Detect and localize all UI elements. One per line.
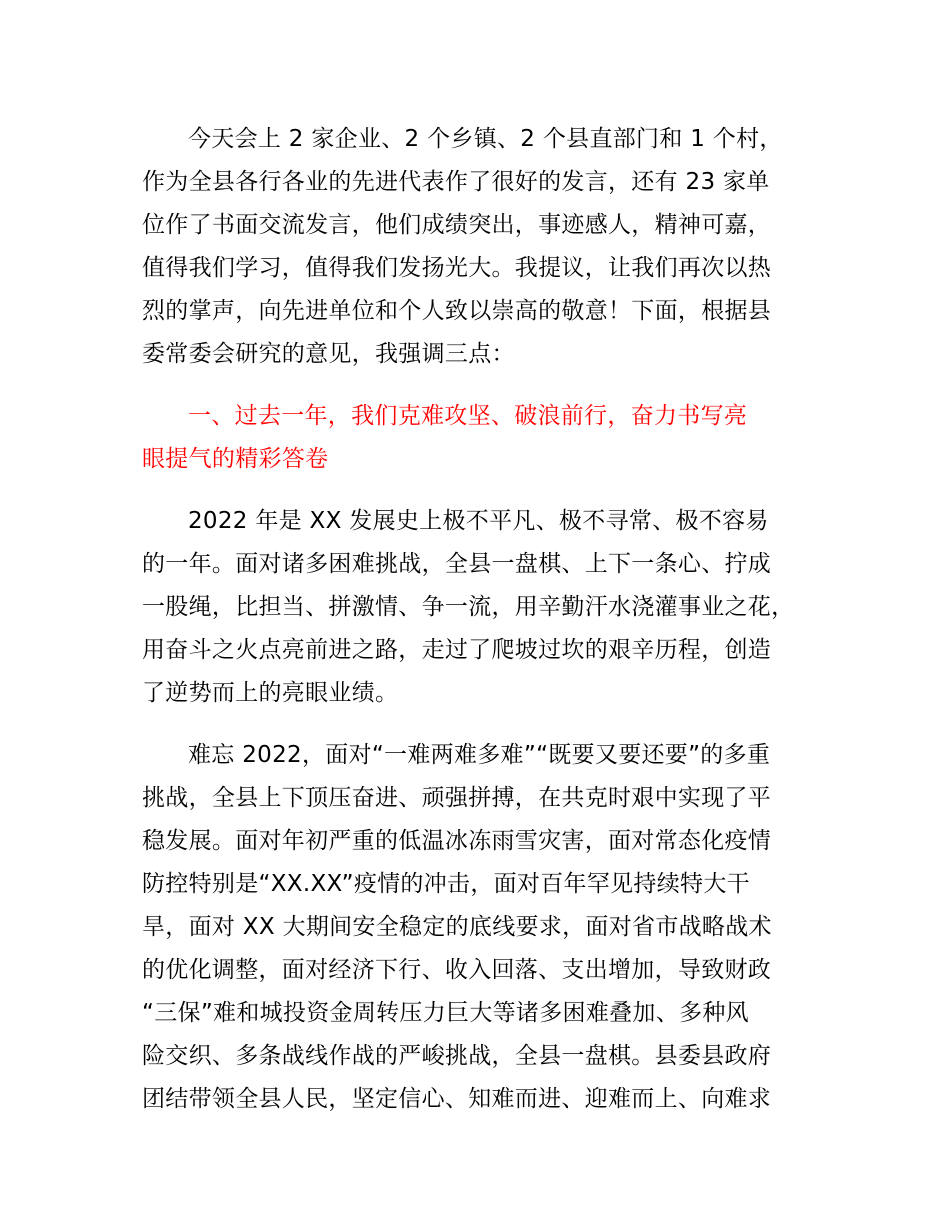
text-line: 了逆势而上的亮眼业绩。 xyxy=(142,680,399,706)
text-line: “三保”难和城投资金周转压力巨大等诸多困难叠加、多种风 xyxy=(142,1000,749,1026)
text-line: 稳发展。面对年初严重的低温冰冻雨雪灾害，面对常态化疫情 xyxy=(142,828,772,854)
body-paragraph-challenges xyxy=(142,734,812,1121)
text-line: 旱，面对 XX 大期间安全稳定的底线要求，面对省市战略战术 xyxy=(142,914,772,940)
text-line: 2022 年是 XX 发展史上极不平凡、极不寻常、极不容易 xyxy=(188,508,769,534)
text-line: 的优化调整，面对经济下行、收入回落、支出增加，导致财政 xyxy=(142,957,772,983)
text-line: 防控特别是“XX.XX”疫情的冲击，面对百年罕见持续特大干 xyxy=(142,871,750,897)
heading-line: 一、过去一年，我们克难攻坚、破浪前行，奋力书写亮 xyxy=(188,403,748,429)
text-line: 作为全县各行各业的先进代表作了很好的发言，还有 23 家单 xyxy=(142,169,770,195)
paragraph-spacer xyxy=(142,715,812,734)
paragraph-spacer xyxy=(142,481,812,500)
text-line: 险交织、多条战线作战的严峻挑战，全县一盘棋。县委县政府 xyxy=(142,1043,772,1069)
body-paragraph-2022 xyxy=(142,500,812,715)
text-line: 委常委会研究的意见，我强调三点： xyxy=(142,341,515,367)
paragraph-spacer xyxy=(142,376,812,395)
text-line: 位作了书面交流发言，他们成绩突出，事迹感人，精神可嘉， xyxy=(142,212,772,238)
text-line: 挑战，全县上下顶压奋进、顽强拼搏，在共克时艰中实现了平 xyxy=(142,785,772,811)
text-line: 烈的掌声，向先进单位和个人致以崇高的敬意！下面，根据县 xyxy=(142,298,772,324)
text-line: 今天会上 2 家企业、2 个乡镇、2 个县直部门和 1 个村， xyxy=(188,126,783,152)
text-line: 一股绳，比担当、拼激情、争一流，用辛勤汗水浇灌事业之花， xyxy=(142,594,795,620)
document-body xyxy=(142,118,812,1121)
heading-line: 眼提气的精彩答卷 xyxy=(142,446,329,472)
text-line: 团结带领全县人民，坚定信心、知难而进、迎难而上、向难求 xyxy=(142,1086,772,1112)
intro-paragraph xyxy=(142,118,812,376)
text-line: 值得我们学习，值得我们发扬光大。我提议，让我们再次以热 xyxy=(142,255,772,281)
text-line: 难忘 2022，面对“一难两难多难”“既要又要还要”的多重 xyxy=(188,742,771,768)
section-heading xyxy=(142,395,812,481)
text-line: 的一年。面对诸多困难挑战，全县一盘棋、上下一条心、拧成 xyxy=(142,551,772,577)
text-line: 用奋斗之火点亮前进之路，走过了爬坡过坎的艰辛历程，创造 xyxy=(142,637,772,663)
